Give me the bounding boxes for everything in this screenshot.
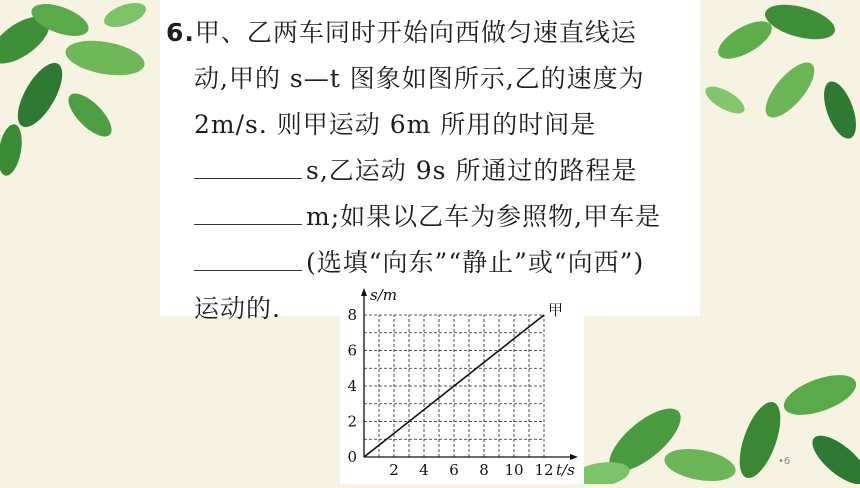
question-line-1-text: 甲、乙两车同时开始向西做匀速直线运 [194,18,637,47]
origin-label: 0 [347,448,357,466]
y-axis-arrow-icon [361,288,367,296]
leaves-top-right [701,0,860,143]
x-tick-label: 12 [534,461,554,479]
s-t-graph [340,282,584,484]
y-axis-label: s/m [370,286,397,304]
question-line-7: 运动的. [194,294,281,323]
question-line-5 [166,194,696,240]
answer-blank-3[interactable] [194,269,302,271]
x-axis-label: t/s [556,461,575,479]
question-line-6-text: (选填“向东”“静止”或“向西”) [306,248,645,277]
question-line-1 [166,10,696,56]
answer-blank-1[interactable] [194,177,302,179]
x-tick-label: 4 [419,461,429,479]
question-line-2: 动,甲的 s—t 图象如图所示,乙的速度为 [194,64,645,93]
y-tick-label: 2 [347,412,357,431]
y-tick-label: 8 [347,306,357,324]
series-label-jia: 甲 [548,301,564,319]
page-number: •6 [778,456,791,467]
x-tick-label: 2 [389,461,399,479]
question-line-4-text: s,乙运动 9s 所通过的路程是 [306,156,638,185]
question-line-4 [166,148,696,194]
leaves-bottom [568,367,860,484]
leaves-top-left [0,0,149,178]
graph-card [340,282,584,484]
x-axis-arrow-icon [570,454,578,460]
y-tick-label: 6 [347,341,357,360]
question-number: 6. [166,18,195,47]
question-line-6 [166,240,696,286]
question-line-3: 2m/s. 则甲运动 6m 所用的时间是 [194,110,597,139]
answer-blank-2[interactable] [194,223,302,225]
x-tick-label: 8 [479,461,489,479]
x-tick-label: 6 [449,461,459,479]
y-tick-label: 4 [347,377,357,395]
question-line-5-text: m;如果以乙车为参照物,甲车是 [306,202,662,231]
x-tick-label: 10 [504,461,524,479]
